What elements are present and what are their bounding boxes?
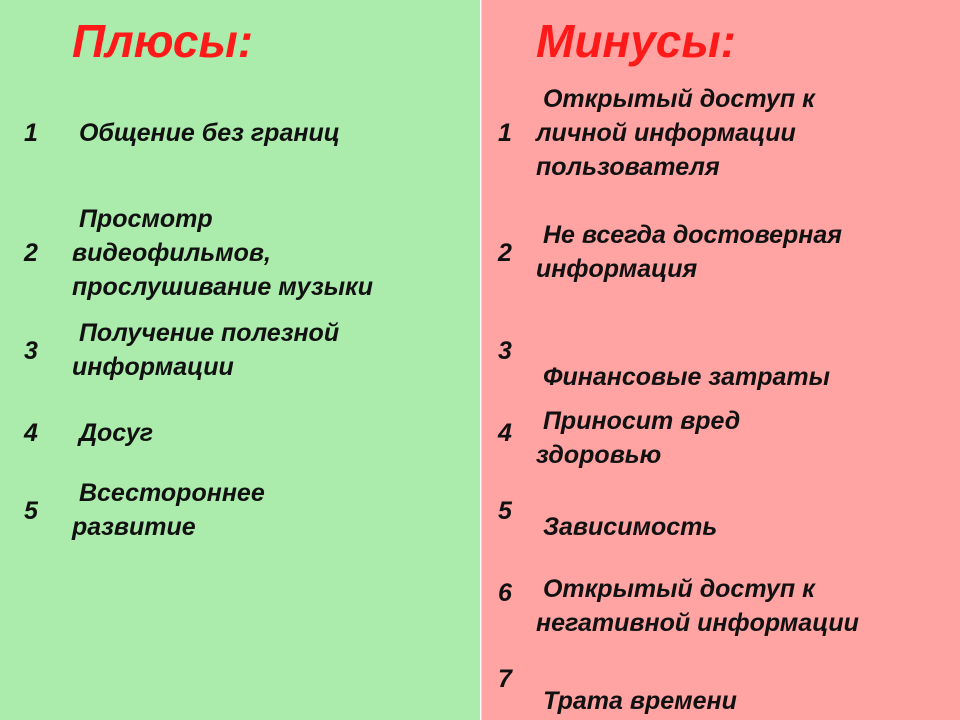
cons-item-7-number: 7	[498, 665, 512, 693]
cons-item-3-text: Финансовые затраты	[536, 363, 830, 391]
pros-item-1-text: Общение без границ	[72, 119, 340, 147]
pros-item-1-number: 1	[24, 119, 38, 147]
cons-item-4-text: Приносит вред здоровью	[536, 407, 741, 469]
pros-heading: Плюсы:	[72, 15, 254, 67]
cons-item-3-number: 3	[498, 337, 512, 365]
cons-item-4-number: 4	[498, 419, 512, 447]
cons-item-1-number: 1	[498, 119, 512, 147]
cons-item-7-text: Трата времени	[536, 687, 737, 715]
cons-item-5-number: 5	[498, 497, 512, 525]
cons-item-2-number: 2	[498, 239, 512, 267]
pros-item-4-number: 4	[24, 419, 38, 447]
pros-item-3-text: Получение полезной информации	[72, 319, 340, 381]
pros-item-5-text: Всестороннее развитие	[72, 479, 265, 541]
cons-item-6-text: Открытый доступ к негативной информации	[536, 575, 859, 637]
cons-heading: Минусы:	[536, 15, 736, 67]
pros-item-3-number: 3	[24, 337, 38, 365]
cons-column	[481, 0, 960, 720]
cons-item-5-text: Зависимость	[536, 513, 718, 541]
cons-item-6-number: 6	[498, 579, 512, 607]
pros-item-2-number: 2	[24, 239, 38, 267]
pros-item-5-number: 5	[24, 497, 38, 525]
cons-item-2-text: Не всегда достоверная информация	[536, 221, 843, 283]
cons-item-1-text: Открытый доступ к личной информации пользователя	[536, 85, 815, 181]
pros-item-2-text: Просмотр видеофильмов, прослушивание музыки	[72, 205, 373, 301]
pros-item-4-text: Досуг	[72, 419, 154, 447]
